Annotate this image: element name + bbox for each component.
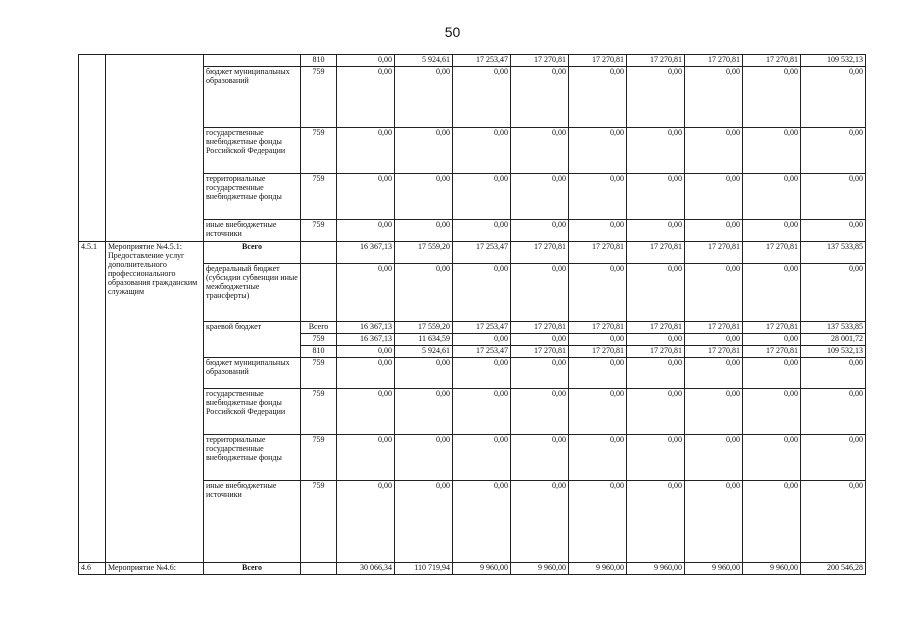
value-cell: 0,00: [685, 263, 743, 321]
value-cell: 0,00: [337, 388, 395, 434]
value-cell: 0,00: [743, 333, 801, 345]
value-cell: 0,00: [453, 66, 511, 127]
funding-source-cell: иные внебюджетные источники: [204, 480, 301, 562]
code-cell: 810: [301, 345, 337, 357]
value-cell: 0,00: [511, 434, 569, 480]
value-cell: 0,00: [685, 127, 743, 173]
value-cell: 17 270,81: [627, 55, 685, 67]
item-number-cell: 4.5.1: [79, 241, 106, 562]
value-cell: 0,00: [569, 357, 627, 388]
code-cell: [301, 241, 337, 263]
value-cell: 0,00: [685, 173, 743, 219]
value-cell: 0,00: [511, 127, 569, 173]
value-cell: 0,00: [627, 173, 685, 219]
value-cell: 0,00: [801, 263, 866, 321]
funding-source-cell: [204, 55, 301, 67]
value-cell: 0,00: [453, 127, 511, 173]
code-cell: 759: [301, 357, 337, 388]
value-cell: 0,00: [337, 219, 395, 241]
value-cell: 17 270,81: [685, 321, 743, 333]
value-cell: 17 270,81: [743, 345, 801, 357]
value-cell: 0,00: [337, 480, 395, 562]
value-cell: 0,00: [685, 66, 743, 127]
value-cell: 0,00: [627, 66, 685, 127]
value-cell: 17 270,81: [685, 55, 743, 67]
code-cell: [301, 263, 337, 321]
value-cell: 0,00: [511, 333, 569, 345]
funding-source-cell: государственные внебюджетные фонды Российской Федерации: [204, 127, 301, 173]
value-cell: 0,00: [337, 66, 395, 127]
value-cell: 16 367,13: [337, 333, 395, 345]
value-cell: 0,00: [511, 480, 569, 562]
funding-source-cell: Всего: [204, 562, 301, 574]
value-cell: 0,00: [685, 357, 743, 388]
funding-source-cell: территориальные государственные внебюджетные фонды: [204, 173, 301, 219]
value-cell: 0,00: [569, 173, 627, 219]
value-cell: 17 270,81: [627, 321, 685, 333]
value-cell: 0,00: [453, 388, 511, 434]
value-cell: 137 533,85: [801, 241, 866, 263]
value-cell: 9 960,00: [685, 562, 743, 574]
code-cell: 759: [301, 127, 337, 173]
value-cell: 17 270,81: [569, 55, 627, 67]
value-cell: 0,00: [743, 263, 801, 321]
funding-source-cell: Всего: [204, 241, 301, 263]
value-cell: 0,00: [453, 434, 511, 480]
value-cell: 17 270,81: [569, 321, 627, 333]
value-cell: 30 066,34: [337, 562, 395, 574]
code-cell: 759: [301, 219, 337, 241]
funding-source-cell: бюджет муниципальных образований: [204, 357, 301, 388]
value-cell: 0,00: [453, 263, 511, 321]
value-cell: 0,00: [453, 480, 511, 562]
value-cell: 0,00: [337, 55, 395, 67]
value-cell: 0,00: [743, 66, 801, 127]
value-cell: 109 532,13: [801, 345, 866, 357]
value-cell: 0,00: [569, 66, 627, 127]
value-cell: 0,00: [395, 127, 453, 173]
value-cell: 11 634,59: [395, 333, 453, 345]
value-cell: 17 270,81: [685, 241, 743, 263]
budget-table: [78, 54, 866, 575]
code-cell: Всего: [301, 321, 337, 333]
value-cell: 0,00: [511, 263, 569, 321]
value-cell: 16 367,13: [337, 321, 395, 333]
value-cell: 0,00: [743, 357, 801, 388]
value-cell: 17 270,81: [743, 55, 801, 67]
value-cell: 17 253,47: [453, 241, 511, 263]
value-cell: 0,00: [511, 357, 569, 388]
value-cell: 0,00: [395, 263, 453, 321]
value-cell: 0,00: [511, 173, 569, 219]
value-cell: 0,00: [743, 173, 801, 219]
table-row: [79, 562, 866, 574]
value-cell: 0,00: [743, 219, 801, 241]
value-cell: 0,00: [801, 357, 866, 388]
value-cell: 0,00: [743, 434, 801, 480]
value-cell: 0,00: [685, 333, 743, 345]
activity-cell: Мероприятие №4.5.1: Предоставление услуг дополнительного профессионального образования гражданским служащим: [106, 241, 204, 562]
value-cell: 0,00: [337, 263, 395, 321]
value-cell: 0,00: [569, 388, 627, 434]
value-cell: 17 559,20: [395, 321, 453, 333]
value-cell: 0,00: [395, 66, 453, 127]
code-cell: 759: [301, 480, 337, 562]
value-cell: 0,00: [569, 219, 627, 241]
value-cell: 0,00: [395, 480, 453, 562]
value-cell: 0,00: [685, 480, 743, 562]
value-cell: 200 546,28: [801, 562, 866, 574]
value-cell: 0,00: [685, 434, 743, 480]
value-cell: 17 270,81: [511, 241, 569, 263]
page-number: 50: [444, 24, 461, 40]
value-cell: 0,00: [685, 388, 743, 434]
code-cell: 759: [301, 333, 337, 345]
value-cell: 17 559,20: [395, 241, 453, 263]
value-cell: 0,00: [453, 357, 511, 388]
value-cell: 0,00: [337, 345, 395, 357]
table-row: [79, 241, 866, 263]
value-cell: 9 960,00: [453, 562, 511, 574]
value-cell: 17 270,81: [569, 345, 627, 357]
funding-source-cell: иные внебюджетные источники: [204, 219, 301, 241]
value-cell: 0,00: [337, 434, 395, 480]
value-cell: 0,00: [801, 480, 866, 562]
value-cell: 17 270,81: [685, 345, 743, 357]
value-cell: 0,00: [627, 127, 685, 173]
code-cell: 759: [301, 434, 337, 480]
value-cell: 0,00: [337, 173, 395, 219]
value-cell: 17 253,47: [453, 321, 511, 333]
value-cell: 17 270,81: [511, 55, 569, 67]
value-cell: 17 270,81: [569, 241, 627, 263]
value-cell: 0,00: [569, 127, 627, 173]
code-cell: 759: [301, 173, 337, 219]
value-cell: 0,00: [453, 219, 511, 241]
value-cell: 17 270,81: [627, 241, 685, 263]
value-cell: 0,00: [801, 127, 866, 173]
value-cell: 0,00: [627, 480, 685, 562]
value-cell: 0,00: [801, 388, 866, 434]
funding-source-cell: государственные внебюджетные фонды Российской Федерации: [204, 388, 301, 434]
value-cell: 17 270,81: [743, 241, 801, 263]
value-cell: 17 270,81: [511, 345, 569, 357]
value-cell: 0,00: [511, 66, 569, 127]
value-cell: 17 270,81: [627, 345, 685, 357]
value-cell: 28 001,72: [801, 333, 866, 345]
value-cell: 0,00: [395, 357, 453, 388]
value-cell: 0,00: [395, 388, 453, 434]
value-cell: 0,00: [395, 173, 453, 219]
code-cell: 810: [301, 55, 337, 67]
item-number-cell: 4.6: [79, 562, 106, 574]
code-cell: 759: [301, 388, 337, 434]
value-cell: 0,00: [801, 66, 866, 127]
value-cell: 9 960,00: [627, 562, 685, 574]
funding-source-cell: федеральный бюджет (субсидии субвенции иные межбюджетные трансферты): [204, 263, 301, 321]
value-cell: 0,00: [511, 388, 569, 434]
value-cell: 0,00: [569, 333, 627, 345]
activity-cell: Мероприятие №4.6:: [106, 562, 204, 574]
value-cell: 0,00: [685, 219, 743, 241]
value-cell: 0,00: [801, 219, 866, 241]
funding-source-cell: территориальные государственные внебюджетные фонды: [204, 434, 301, 480]
value-cell: 5 924,61: [395, 55, 453, 67]
value-cell: 0,00: [627, 388, 685, 434]
value-cell: 0,00: [511, 219, 569, 241]
value-cell: 0,00: [569, 263, 627, 321]
value-cell: 0,00: [395, 219, 453, 241]
value-cell: 9 960,00: [743, 562, 801, 574]
code-cell: 759: [301, 66, 337, 127]
value-cell: 5 924,61: [395, 345, 453, 357]
value-cell: 17 253,47: [453, 55, 511, 67]
value-cell: 0,00: [743, 388, 801, 434]
value-cell: 9 960,00: [569, 562, 627, 574]
value-cell: 17 253,47: [453, 345, 511, 357]
value-cell: 16 367,13: [337, 241, 395, 263]
activity-cell: [106, 55, 204, 242]
table-row: [79, 55, 866, 67]
value-cell: 0,00: [395, 434, 453, 480]
funding-source-cell: краевой бюджет: [204, 321, 301, 357]
value-cell: 9 960,00: [511, 562, 569, 574]
value-cell: 0,00: [743, 127, 801, 173]
value-cell: 0,00: [569, 434, 627, 480]
code-cell: [301, 562, 337, 574]
value-cell: 0,00: [627, 333, 685, 345]
value-cell: 0,00: [337, 357, 395, 388]
value-cell: 17 270,81: [511, 321, 569, 333]
value-cell: 0,00: [743, 480, 801, 562]
value-cell: 0,00: [569, 480, 627, 562]
value-cell: 0,00: [453, 173, 511, 219]
value-cell: 0,00: [627, 357, 685, 388]
value-cell: 0,00: [627, 263, 685, 321]
value-cell: 0,00: [801, 173, 866, 219]
value-cell: 0,00: [627, 219, 685, 241]
value-cell: 0,00: [337, 127, 395, 173]
item-number-cell: [79, 55, 106, 242]
funding-source-cell: бюджет муниципальных образований: [204, 66, 301, 127]
value-cell: 17 270,81: [743, 321, 801, 333]
value-cell: 109 532,13: [801, 55, 866, 67]
value-cell: 110 719,94: [395, 562, 453, 574]
value-cell: 0,00: [627, 434, 685, 480]
value-cell: 137 533,85: [801, 321, 866, 333]
value-cell: 0,00: [453, 333, 511, 345]
value-cell: 0,00: [801, 434, 866, 480]
